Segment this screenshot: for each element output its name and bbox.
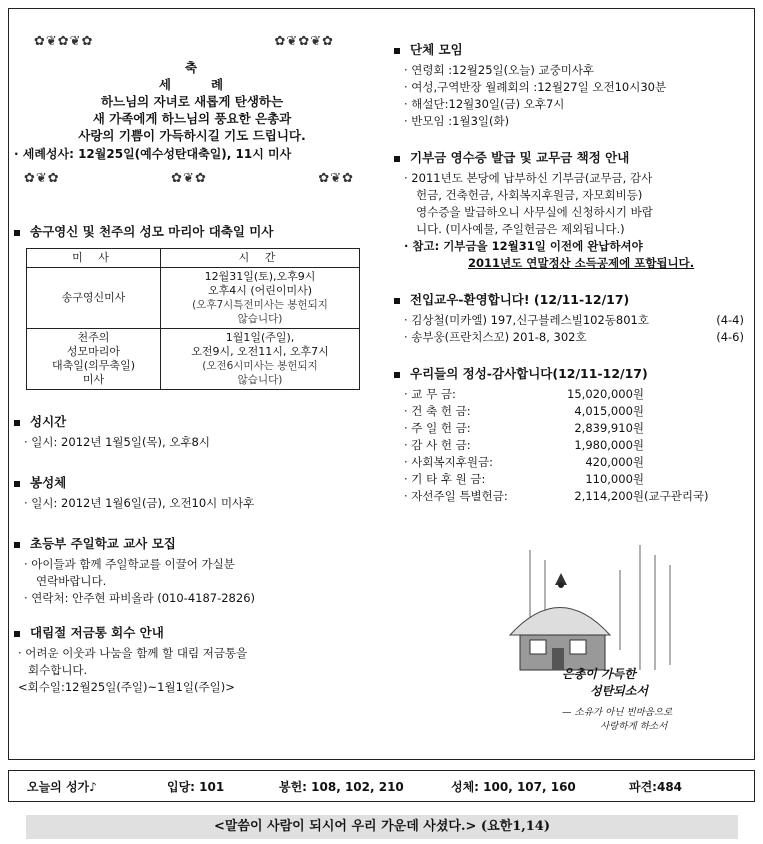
bongseongje-date: · 일시: 2012년 1월6일(금), 오전10시 미사후 bbox=[24, 496, 255, 510]
list-item: · 주 일 헌 금: 2,839,910원 bbox=[404, 421, 644, 435]
mass-time: 12월31일(토),오후9시 오후4시 (어린이미사) (오후7시특전미사는 봉헌되지 않습니다) bbox=[161, 268, 360, 329]
art-caption-2: 성탄되소서 bbox=[590, 684, 648, 698]
receipt-note-2: 2011년도 연말정산 소득공제에 포함됩니다. bbox=[468, 256, 695, 270]
greeting-block bbox=[14, 59, 370, 144]
col-header-time: 시 간 bbox=[161, 249, 360, 268]
hymns-label: 오늘의 성가♪ bbox=[27, 779, 97, 794]
teacher-line-2: 연락바랍니다. bbox=[36, 574, 107, 588]
square-bullet-icon bbox=[394, 48, 400, 54]
col-header-mass: 미 사 bbox=[27, 249, 161, 268]
seongsigan-date: · 일시: 2012년 1월5일(목), 오후8시 bbox=[24, 435, 210, 449]
flower-ornament-icon: ✿❦✿ bbox=[318, 171, 354, 186]
greeting-line-3: 사랑의 기쁨이 가득하시길 기도 드립니다. bbox=[78, 128, 306, 143]
list-item: · 자선주일 특별헌금: 2,114,200원 (교구관리국) bbox=[404, 489, 709, 503]
list-item: · 여성,구역반장 월례회의 :12월27일 오전10시30분 bbox=[404, 80, 667, 94]
list-item: · 건 축 헌 금: 4,015,000원 bbox=[404, 404, 644, 418]
hymn-entrance: 입당: 101 bbox=[167, 779, 225, 794]
greeting-line-1: 하느님의 자녀로 새롭게 탄생하는 bbox=[100, 94, 284, 109]
receipt-line-4: 니다. (미사예물, 주일헌금은 제외됩니다.) bbox=[416, 222, 625, 236]
offering-heading: 우리들의 정성-감사합니다(12/11-12/17) bbox=[394, 364, 754, 382]
receipt-line-2: 헌금, 건축헌금, 사회복지후원금, 자모회비등) bbox=[416, 188, 643, 202]
list-item: · 반모임 :1월3일(화) bbox=[404, 114, 510, 128]
groups-heading: 단체 모임 bbox=[394, 40, 754, 58]
mass-heading: 송구영신 및 천주의 성모 마리아 대축일 미사 bbox=[14, 222, 370, 240]
teacher-heading: 초등부 주일학교 교사 모집 bbox=[14, 534, 370, 552]
list-item: · 감 사 헌 금: 1,980,000원 bbox=[404, 438, 644, 452]
art-caption-3: — 소유가 아닌 빈마음으로 bbox=[562, 707, 673, 718]
bongseongje-heading: 봉성체 bbox=[14, 473, 370, 491]
list-item: · 기 타 후 원 금: 110,000원 bbox=[404, 472, 644, 486]
art-caption-4: 사랑하게 하소서 bbox=[600, 721, 668, 732]
square-bullet-icon bbox=[394, 298, 400, 304]
list-item: · 송부웅(프란치스꼬) 201-8, 302호 (4-6) bbox=[404, 330, 744, 344]
bank-line-2: 회수합니다. bbox=[28, 663, 88, 677]
flower-ornament-icon: ✿❦✿ bbox=[171, 171, 207, 186]
list-item: · 김상철(미카엘) 197,신구블레스빌102동801호 (4-4) bbox=[404, 313, 744, 327]
teacher-contact: · 연락처: 안주현 파비올라 (010-4187-2826) bbox=[24, 591, 255, 605]
square-bullet-icon bbox=[14, 230, 20, 236]
bank-line-1: · 어려운 이웃과 나눔을 함께 할 대림 저금통을 bbox=[18, 646, 248, 660]
flower-ornament-icon: ✿❦✿ bbox=[24, 171, 60, 186]
greeting-line-2: 새 가족에게 하느님의 풍요한 은총과 bbox=[92, 111, 292, 126]
square-bullet-icon bbox=[14, 631, 20, 637]
baptism-info: · 세례성사: 12월25일(예수성탄대축일), 11시 미사 bbox=[14, 147, 292, 161]
newcomers-heading: 전입교우-환영합니다! (12/11-12/17) bbox=[394, 290, 754, 308]
mass-schedule-table bbox=[26, 248, 360, 390]
receipt-line-1: · 2011년도 본당에 납부하신 기부금(교무금, 감사 bbox=[404, 171, 653, 185]
list-item: · 교 무 금: 15,020,000원 bbox=[404, 387, 644, 401]
square-bullet-icon bbox=[394, 156, 400, 162]
mass-time: 1월1일(주일), 오전9시, 오전11시, 오후7시 (오전6시미사는 봉헌되지 않습니다) bbox=[161, 329, 360, 390]
flower-ornament-icon: ✿❦✿❦✿ bbox=[274, 34, 334, 49]
list-item: · 사회복지후원금: 420,000원 bbox=[404, 455, 644, 469]
art-caption-1: 은총이 가득한 bbox=[562, 667, 636, 681]
scripture-verse: <말씀이 사람이 되시어 우리 가운데 사셨다.> (요한1,14) bbox=[26, 815, 738, 839]
mass-name: 천주의 성모마리아 대축일(의무축일) 미사 bbox=[27, 329, 161, 390]
list-item: · 연령회 :12월25일(오늘) 교중미사후 bbox=[404, 63, 595, 77]
hymn-offertory: 봉헌: 108, 102, 210 bbox=[279, 779, 404, 794]
bank-heading: 대림절 저금통 회수 안내 bbox=[14, 623, 370, 641]
receipt-heading: 기부금 영수증 발급 및 교무금 책정 안내 bbox=[394, 148, 754, 166]
square-bullet-icon bbox=[14, 542, 20, 548]
square-bullet-icon bbox=[14, 481, 20, 487]
hymns-bar bbox=[8, 770, 755, 802]
table-row bbox=[27, 329, 360, 390]
ornament-row-bottom bbox=[24, 171, 354, 186]
list-item: · 해설단:12월30일(금) 오후7시 bbox=[404, 97, 565, 111]
table-header-row bbox=[27, 249, 360, 268]
teacher-line-1: · 아이들과 함께 주일학교를 이끌어 가실분 bbox=[24, 557, 235, 571]
receipt-line-3: 영수증을 발급하오니 사무실에 신청하시기 바랍 bbox=[416, 205, 653, 219]
table-row bbox=[27, 268, 360, 329]
seongsigan-heading: 성시간 bbox=[14, 412, 370, 430]
ornament-row-top bbox=[34, 34, 334, 49]
receipt-note-1: · 참고: 기부금을 12월31일 이전에 완납하셔야 bbox=[404, 239, 643, 253]
hymn-dismissal: 파견:484 bbox=[629, 779, 683, 794]
bank-return-period: <회수일:12월25일(주일)~1월1일(주일)> bbox=[18, 680, 235, 694]
square-bullet-icon bbox=[14, 420, 20, 426]
mass-name: 송구영신미사 bbox=[27, 268, 161, 329]
greeting-word-1: 축 bbox=[184, 60, 200, 75]
flower-ornament-icon: ✿❦✿❦✿ bbox=[34, 34, 94, 49]
hymn-communion: 성체: 100, 107, 160 bbox=[451, 779, 576, 794]
right-column bbox=[394, 40, 754, 505]
greeting-word-2: 세 례 bbox=[158, 77, 226, 92]
christmas-house-illustration bbox=[500, 540, 690, 740]
offering-list bbox=[394, 386, 754, 505]
left-column bbox=[14, 20, 370, 696]
square-bullet-icon bbox=[394, 372, 400, 378]
